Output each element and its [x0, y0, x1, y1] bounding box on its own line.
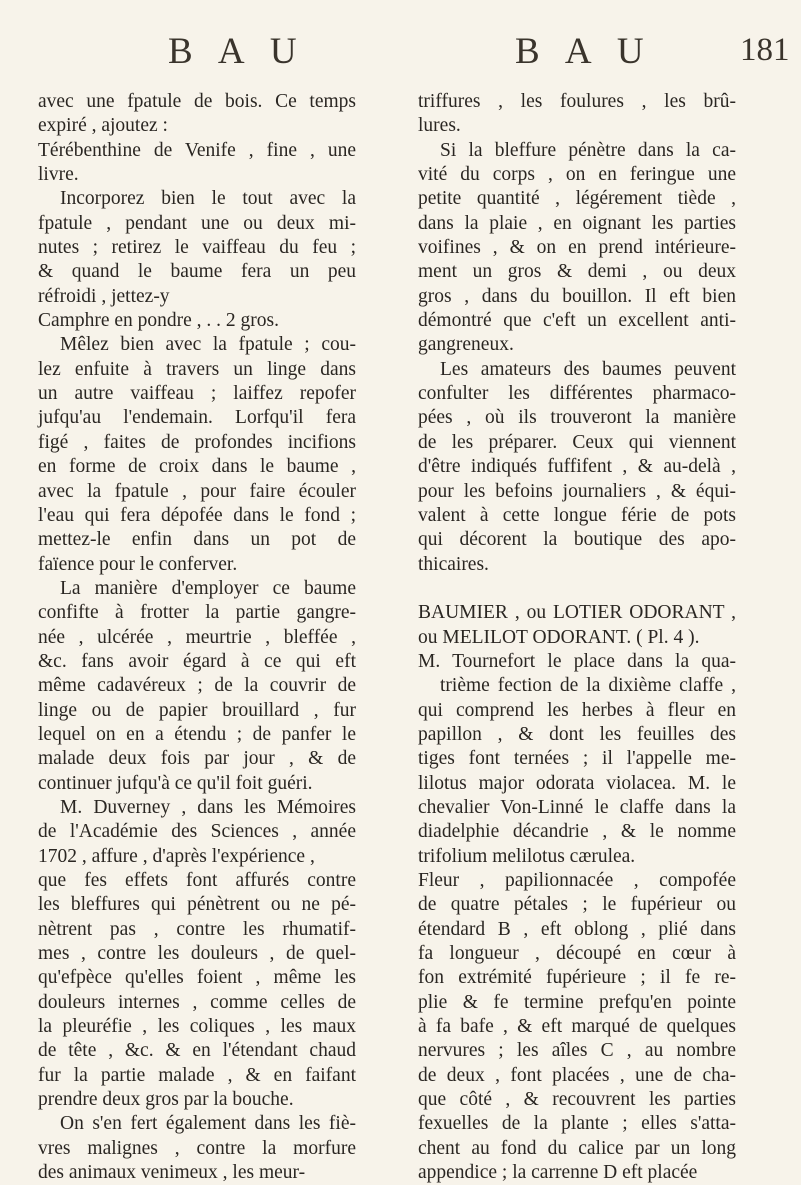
- text-line: démontré que c'eft un excellent anti-: [418, 310, 736, 332]
- text-line: Camphre en pondre , . . 2 gros.: [38, 310, 279, 332]
- page-number: 181: [740, 32, 790, 68]
- text-line: trième fection de la dixième claffe ,: [440, 675, 736, 697]
- text-line: l'eau qui fera dépofée dans le fond ;: [38, 504, 356, 526]
- text-line: étendard B , eft oblong , plié dans: [418, 918, 736, 940]
- text-line: fexuelles de la plante ; elles s'atta-: [418, 1113, 736, 1135]
- text-line: fon extrémité fupérieure ; il fe re-: [418, 967, 736, 989]
- running-header: [0, 30, 801, 80]
- text-line: nervures ; les aîles C , au nombre: [418, 1040, 736, 1062]
- text-line: fpatule , pendant une ou deux mi-: [38, 212, 356, 234]
- text-line: On s'en fert également dans les fiè-: [60, 1113, 356, 1135]
- text-line: figé , faites de profondes incifions: [38, 431, 356, 453]
- text-line: thicaires.: [418, 553, 489, 575]
- text-line: de les préparer. Ceux qui viennent: [418, 431, 736, 453]
- text-line: La manière d'employer ce baume: [60, 577, 356, 599]
- text-line: vité du corps , on en feringue une: [418, 164, 736, 186]
- text-line: fur la partie malade , & en faifant: [38, 1064, 356, 1086]
- text-line: malade deux fois par jour , & de: [38, 748, 356, 770]
- text-line: &c. fans avoir égard à ce qui eft: [38, 650, 356, 672]
- left-text-column: [38, 90, 356, 1185]
- text-line: même cadavéreux ; de la couvrir de: [38, 675, 356, 697]
- text-line: plie & fe termine prefqu'en pointe: [418, 991, 736, 1013]
- text-line: Si la bleffure pénètre dans la ca-: [440, 139, 736, 161]
- text-line: en forme de croix dans le baume ,: [38, 456, 356, 478]
- text-line: nutes ; retirez le vaiffeau du feu ;: [38, 237, 356, 259]
- text-line: que côté , & recouvrent les parties: [418, 1089, 736, 1111]
- text-line: M. Duverney , dans les Mémoires: [60, 796, 356, 818]
- text-line: chent au fond du calice par un long: [418, 1137, 736, 1159]
- text-line: qui comprend les herbes à fleur en: [418, 699, 736, 721]
- text-line: chevalier Von-Linné le claffe dans la: [418, 796, 736, 818]
- header-right-title: B A U: [515, 31, 653, 72]
- text-line: née , ulcérée , meurtrie , bleffée ,: [38, 626, 356, 648]
- text-line: papillon , & dont les feuilles des: [418, 723, 736, 745]
- text-line: petite quantité , légérement tiède ,: [418, 188, 736, 210]
- text-line: douleurs internes , comme celles de: [38, 991, 356, 1013]
- text-line: valent à cette longue férie de pots: [418, 504, 736, 526]
- text-line: des animaux venimeux , les meur-: [38, 1162, 306, 1184]
- text-line: lures.: [418, 115, 461, 137]
- text-line: Térébenthine de Venife , fine , une: [38, 139, 356, 161]
- text-line: nètrent pas , contre les rhumatif-: [38, 918, 356, 940]
- text-line: M. Tournefort le place dans la qua-: [418, 650, 736, 672]
- text-line: trifolium melilotus cærulea.: [418, 845, 636, 867]
- text-line: fa longueur , découpé en cœur à: [418, 943, 736, 965]
- text-line: triffures , les foulures , les brû-: [418, 91, 736, 112]
- text-line: lequel on en a étendu ; de panfer le: [38, 723, 356, 745]
- text-line: pées , où ils trouveront la manière: [418, 407, 736, 429]
- text-line: prendre deux gros par la bouche.: [38, 1089, 294, 1111]
- right-text-column: [418, 90, 736, 1185]
- text-line: d'être indiqués fuffifent , & au-delà ,: [418, 456, 736, 478]
- text-line: de quatre pétales ; le fupérieur ou: [418, 894, 736, 916]
- text-line: & quand le baume fera un peu: [38, 261, 356, 283]
- text-line: confifte à frotter la partie gangre-: [38, 602, 356, 624]
- text-line: 1702 , affure , d'après l'expérience ,: [38, 845, 315, 867]
- text-line: de tête , &c. & en l'étendant chaud: [38, 1040, 356, 1062]
- text-line: jufqu'au l'endemain. Lorfqu'il fera: [38, 407, 356, 429]
- text-line: confulter les différentes pharmaco-: [418, 383, 736, 405]
- text-line: Mêlez bien avec la fpatule ; cou-: [60, 334, 356, 356]
- text-line: de l'Académie des Sciences , année: [38, 821, 356, 843]
- text-line: gangreneux.: [418, 334, 514, 356]
- text-line: linge ou de papier brouillard , fur: [38, 699, 356, 721]
- text-line: de deux , font placées , une de cha-: [418, 1064, 736, 1086]
- text-line: qu'efpèce qu'elles foient , même les: [38, 967, 356, 989]
- text-line: pour les befoins journaliers , & équi-: [418, 480, 736, 502]
- text-line: lez enfuite à travers un linge dans: [38, 358, 356, 380]
- text-line: mes , contre les douleurs , de quel-: [38, 943, 356, 965]
- text-line: BAUMIER , ou LOTIER ODORANT ,: [418, 602, 736, 624]
- text-line: qui décorent la boutique des apo-: [418, 529, 736, 551]
- text-line: la pleuréfie , les coliques , les maux: [38, 1016, 356, 1038]
- text-line: appendice ; la carrenne D eft placée: [418, 1162, 698, 1184]
- text-line: dans la plaie , en oignant les parties: [418, 212, 736, 234]
- text-line: mettez-le enfin dans un pot de: [38, 529, 356, 551]
- header-left-title: B A U: [168, 31, 306, 72]
- text-line: réfroidi , jettez-y: [38, 285, 170, 307]
- text-line: Les amateurs des baumes peuvent: [440, 358, 736, 380]
- text-line: Fleur , papilionnacée , compofée: [418, 870, 736, 891]
- text-line: gros , dans du bouillon. Il eft bien: [418, 285, 736, 307]
- text-line: livre.: [38, 164, 79, 186]
- text-line: un autre vaiffeau ; laiffez repofer: [38, 383, 356, 405]
- text-line: vres malignes , contre la morfure: [38, 1137, 356, 1159]
- text-line: avec la fpatule , pour faire écouler: [38, 480, 356, 502]
- text-line: tiges font ternées ; il l'appelle me-: [418, 748, 736, 770]
- text-line: à fa bafe , & eft marqué de quelques: [418, 1016, 736, 1038]
- text-line: que fes effets font affurés contre: [38, 870, 356, 891]
- text-line: voifines , & on en prend intérieure-: [418, 237, 736, 259]
- text-line: faïence pour le conferver.: [38, 553, 238, 575]
- text-line: continuer jufqu'à ce qu'il foit guéri.: [38, 772, 313, 794]
- text-line: Incorporez bien le tout avec la: [60, 188, 356, 210]
- text-line: [418, 577, 736, 601]
- text-line: ou MELILOT ODORANT. ( Pl. 4 ).: [418, 626, 700, 648]
- text-line: ment un gros & demi , ou deux: [418, 261, 736, 283]
- text-line: lilotus major odorata violacea. M. le: [418, 772, 736, 794]
- text-line: avec une fpatule de bois. Ce temps: [38, 91, 356, 112]
- text-line: diadelphie décandrie , & le nomme: [418, 821, 736, 843]
- text-line: expiré , ajoutez :: [38, 115, 168, 137]
- text-line: les bleffures qui pénètrent ou ne pé-: [38, 894, 356, 916]
